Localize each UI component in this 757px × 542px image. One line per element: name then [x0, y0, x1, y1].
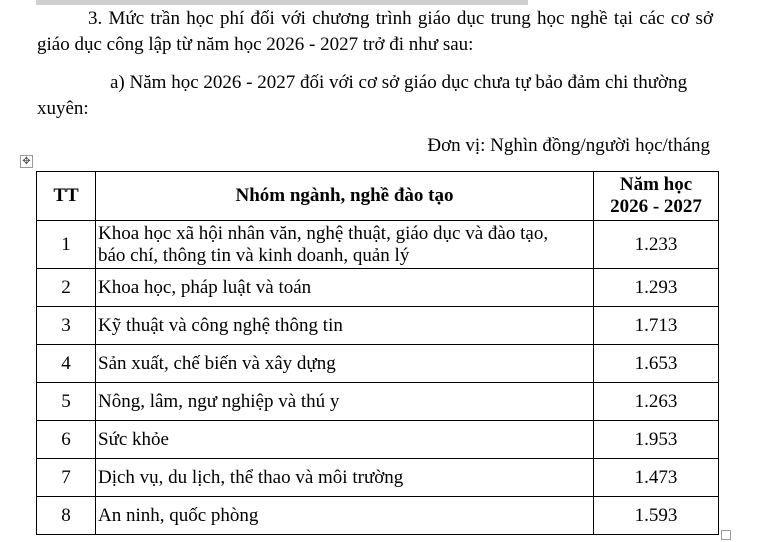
row-value: 1.473 [594, 459, 719, 497]
row-value: 1.953 [594, 421, 719, 459]
table-row [37, 221, 719, 269]
row-value: 1.293 [594, 269, 719, 307]
row-value: 1.233 [594, 221, 719, 269]
row-group-line2: báo chí, thông tin và kinh doanh, quản lý [98, 244, 410, 266]
table-row [37, 459, 719, 497]
table-row [37, 383, 719, 421]
table-row [37, 269, 719, 307]
row-value: 1.263 [594, 383, 719, 421]
table-row [37, 345, 719, 383]
paragraph-a: a) Năm học 2026 - 2027 đối với cơ sở giáo dục chưa tự bảo đảm chi thường xuyên: [37, 72, 688, 119]
table-row [37, 497, 719, 535]
row-group-line1: Khoa học xã hội nhân văn, nghệ thuật, giáo dục và đào tạo, [98, 222, 549, 244]
row-group: An ninh, quốc phòng [96, 497, 594, 535]
header-year [594, 172, 719, 221]
row-group [96, 221, 594, 269]
paragraph-3: 3. Mức trần học phí đối với chương trình giáo dục trung học nghề tại các cơ sở giáo dục công lập từ năm học 2026 - 2027 trở đi như sau: [37, 8, 713, 55]
row-value: 1.653 [594, 345, 719, 383]
row-tt: 2 [37, 269, 96, 307]
row-value: 1.713 [594, 307, 719, 345]
row-tt: 4 [37, 345, 96, 383]
row-value: 1.593 [594, 497, 719, 535]
table-row [37, 421, 719, 459]
table-resize-handle[interactable] [721, 530, 731, 540]
top-edge-highlight [36, 0, 528, 5]
row-group: Kỹ thuật và công nghệ thông tin [96, 307, 594, 345]
header-year-line2: 2026 - 2027 [610, 196, 702, 217]
row-group: Sức khỏe [96, 421, 594, 459]
row-group: Sản xuất, chế biến và xây dựng [96, 345, 594, 383]
row-group: Nông, lâm, ngư nghiệp và thú y [96, 383, 594, 421]
row-tt: 8 [37, 497, 96, 535]
table-header-row [37, 172, 719, 221]
row-tt: 3 [37, 307, 96, 345]
row-group: Dịch vụ, du lịch, thể thao và môi trường [96, 459, 594, 497]
table-row [37, 307, 719, 345]
header-year-line1: Năm học [619, 174, 693, 195]
row-tt: 7 [37, 459, 96, 497]
header-group: Nhóm ngành, nghề đào tạo [96, 172, 594, 221]
table-move-handle-icon[interactable]: ✥ [20, 155, 33, 168]
header-tt: TT [37, 172, 96, 221]
row-tt: 6 [37, 421, 96, 459]
unit-label: Đơn vị: Nghìn đồng/người học/tháng [427, 135, 710, 156]
tuition-fee-table [36, 171, 719, 535]
row-tt: 5 [37, 383, 96, 421]
row-tt: 1 [37, 221, 96, 269]
row-group: Khoa học, pháp luật và toán [96, 269, 594, 307]
